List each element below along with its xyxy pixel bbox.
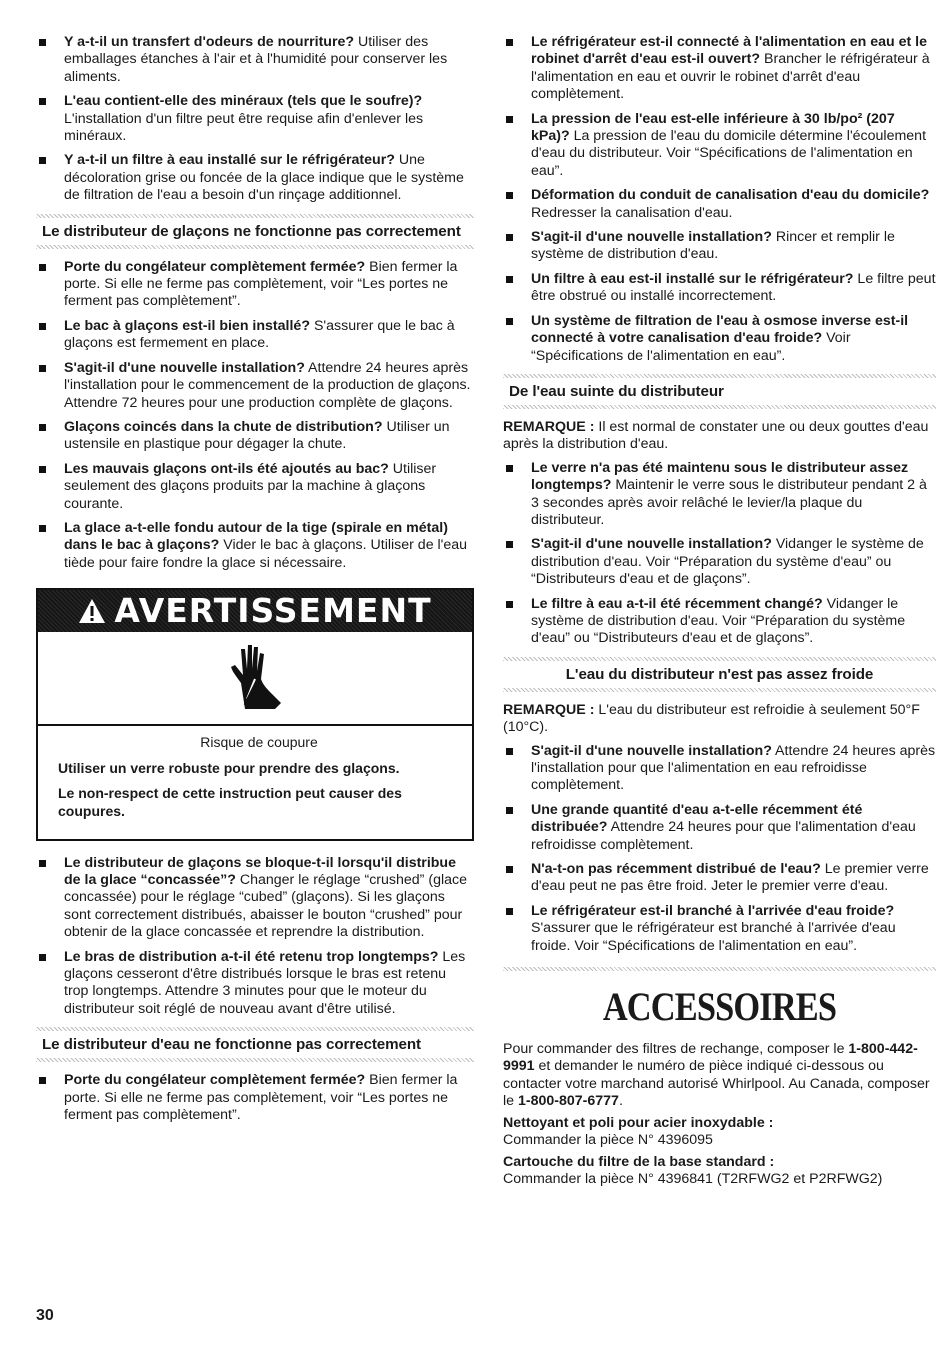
bullet-answer: Utiliser un ustensile en plastique pour dégager la chute. (64, 418, 450, 453)
list-item (503, 111, 936, 181)
accessory-label: Nettoyant et poli pour acier inoxydable : (503, 1114, 774, 1131)
bullet-question: La pression de l'eau est-elle inférieure à 30 lb/po² (207 kPa)? (531, 110, 895, 145)
list-item (36, 259, 474, 311)
bullet-answer: Utiliser des emballages étanches à l'air et à l'humidité pour conserver les aliments. (64, 34, 448, 85)
list-item (36, 34, 474, 86)
list-item (503, 861, 936, 896)
section-title: Le distributeur de glaçons ne fonctionne pas correctement (42, 222, 461, 240)
section-heading-not-cold (503, 657, 936, 692)
bullet-square-icon (39, 39, 46, 46)
bullet-answer: Le filtre peut être obstrué ou installé incorrectement. (531, 270, 936, 305)
remark-not-cold (503, 702, 936, 737)
intro-text: Pour commander des filtres de rechange, composer le (503, 1041, 849, 1058)
warning-consequence: Le non-respect de cette instruction peut causer des coupures. (58, 785, 402, 819)
bullet-answer: Utiliser seulement des glaçons produits par la machine à glaçons courante. (64, 460, 437, 512)
divider (36, 1058, 474, 1062)
bullet-question: Déformation du conduit de canalisation d'eau du domicile? (531, 187, 930, 204)
bullet-square-icon (39, 860, 46, 867)
bullet-square-icon (506, 39, 513, 46)
warning-header-text: AVERTISSEMENT (114, 591, 432, 631)
bullet-square-icon (506, 318, 513, 325)
list-item (36, 949, 474, 1019)
bullet-question: Le filtre à eau a-t-il été récemment changé? (531, 595, 823, 612)
bullet-question: Le verre n'a pas été maintenu sous le distributeur assez longtemps? (531, 459, 909, 494)
bullet-answer: Attendre 24 heures pour que l'alimentation d'eau refroidisse complètement. (531, 819, 916, 853)
right-column (503, 34, 936, 1192)
bullet-answer: Bien fermer la porte. Si elle ne ferme pas complètement, voir “Les portes ne ferment pas complètement”. (64, 1072, 458, 1123)
bullet-square-icon (39, 323, 46, 330)
remark-leaking (503, 419, 936, 454)
bullet-square-icon (506, 908, 513, 915)
bullet-square-icon (39, 466, 46, 473)
warning-subtitle: Risque de coupure (200, 734, 318, 751)
bullet-answer: L'installation d'un filtre peut être requise afin d'enlever les minéraux. (64, 110, 424, 145)
bullet-square-icon (39, 157, 46, 164)
list-item (503, 596, 936, 648)
accessory-part-number: Commander la pièce N° 4396841 (T2RFWG2 et P2RFWG2) (503, 1170, 883, 1187)
bullet-question: L'eau contient-elle des minéraux (tels que le soufre)? (64, 93, 423, 110)
section-heading-water-dispenser (36, 1027, 474, 1062)
bullet-square-icon (506, 234, 513, 241)
bullet-answer: Vidanger le système de distribution d'eau. Voir “Préparation du système d'eau” ou “Distributeurs d'eau et de glaçons”. (531, 536, 924, 588)
phone-number: 1-800-807-6777 (517, 1093, 619, 1110)
warning-body (38, 726, 472, 838)
bullet-answer: Rincer et remplir le système de distribution d'eau. (531, 229, 895, 263)
list-item (36, 1072, 474, 1124)
bullet-square-icon (39, 954, 46, 961)
list-item (503, 34, 936, 104)
remark-label: REMARQUE : (503, 701, 595, 718)
bullet-answer: S'assurer que le bac à glaçons est fermement en place. (64, 317, 455, 352)
bullet-question: Le distributeur de glaçons se bloque-t-il lorsqu'il distribue de la glace “concassée”? (64, 854, 456, 888)
list-item (36, 318, 474, 353)
bullet-answer: Attendre 24 heures après l'installation pour que l'alimentation en eau refroidisse complètement. (531, 742, 936, 794)
bullet-question: Une grande quantité d'eau a-t-elle récemment été distribuée? (531, 801, 863, 836)
list-item (36, 855, 474, 942)
list-item (36, 360, 474, 412)
bullet-answer: Maintenir le verre sous le distributeur pendant 2 à 3 secondes après avoir relâché le levier/la plaque du distributeur. (531, 477, 927, 528)
list-item (36, 93, 474, 145)
list-item (503, 460, 936, 530)
bullet-list-not-cold (503, 743, 936, 955)
bullet-answer: Voir “Spécifications de l'alimentation en eau”. (531, 330, 851, 364)
bullet-question: Le bac à glaçons est-il bien installé? (64, 317, 310, 334)
bullet-question: S'agit-il d'une nouvelle installation? (531, 742, 772, 759)
list-item (503, 743, 936, 795)
bullet-answer: Le premier verre d'eau peut ne pas être froid. Jeter le premier verre d'eau. (531, 861, 929, 895)
bullet-question: Les mauvais glaçons ont-ils été ajoutés au bac? (64, 460, 389, 477)
section-heading-ice-dispenser (36, 214, 474, 249)
bullet-question: N'a-t-on pas récemment distribué de l'eau? (531, 861, 821, 878)
bullet-list-top-left (36, 34, 474, 205)
remark-text: L'eau du distributeur est refroidie à seulement 50°F (10°C). (503, 701, 920, 736)
list-item (36, 152, 474, 204)
bullet-list-leaking (503, 460, 936, 648)
bullet-question: Porte du congélateur complètement fermée? (64, 1072, 366, 1089)
bullet-question: Y a-t-il un filtre à eau installé sur le réfrigérateur? (64, 152, 395, 169)
list-item (503, 536, 936, 588)
bullet-question: Le réfrigérateur est-il connecté à l'alimentation en eau et le robinet d'arrêt d'eau est-il ouvert? (531, 34, 928, 68)
bullet-square-icon (39, 525, 46, 532)
warning-header (38, 590, 472, 632)
section-title: Le distributeur d'eau ne fonctionne pas correctement (42, 1036, 422, 1054)
bullet-question: La glace a-t-elle fondu autour de la tige (spirale en métal) dans le bac à glaçons? (64, 519, 448, 554)
accessories-intro (503, 1041, 936, 1111)
bullet-question: Un système de filtration de l'eau à osmose inverse est-il connecté à votre canalisation d'eau froide? (531, 312, 909, 347)
section-title: De l'eau suinte du distributeur (509, 382, 724, 400)
bullet-answer: Brancher le réfrigérateur à l'alimentation en eau et ouvrir le robinet d'arrêt d'eau complètement. (531, 51, 930, 103)
bullet-answer: S'assurer que le réfrigérateur est branché à l'arrivée d'eau froide. Voir “Spécifications de l'alimentation en eau”. (531, 920, 896, 954)
bullet-answer: Une décoloration grise ou foncée de la glace indique que le système de filtration de l'eau a besoin d'un rinçage additionnel. (64, 152, 464, 204)
bullet-question: Y a-t-il un transfert d'odeurs de nourriture? (64, 34, 355, 50)
accessory-label: Cartouche du filtre de la base standard : (503, 1153, 775, 1170)
bullet-square-icon (506, 601, 513, 608)
bullet-square-icon (506, 192, 513, 199)
divider (503, 405, 936, 409)
remark-label: REMARQUE : (503, 418, 595, 435)
bullet-question: Glaçons coincés dans la chute de distribution? (64, 418, 383, 435)
bullet-square-icon (39, 1077, 46, 1084)
list-item (503, 271, 936, 306)
bullet-answer: Redresser la canalisation d'eau. (531, 204, 733, 221)
accessory-part-number: Commander la pièce N° 4396095 (503, 1132, 713, 1149)
intro-text: . (618, 1093, 623, 1110)
list-item (503, 903, 936, 955)
bullet-question: S'agit-il d'une nouvelle installation? (64, 359, 305, 376)
bullet-answer: Changer le réglage “crushed” (glace concassée) pour le réglage “cubed” (glaçons). Si les glaçons sont correctement distribués, abaisser le bouton “crushed” pour obtenir de la glace concassée et reprendre la distribution. (64, 871, 467, 941)
bullet-square-icon (39, 264, 46, 271)
bullet-question: Le réfrigérateur est-il branché à l'arrivée d'eau froide? (531, 902, 895, 919)
warning-box (36, 588, 474, 840)
bullet-square-icon (39, 98, 46, 105)
bullet-question: Porte du congélateur complètement fermée? (64, 258, 366, 275)
bullet-answer: Attendre 24 heures après l'installation pour le commencement de la production de glaçons. Attendre 72 heures pour une production complète de glaçons. (64, 359, 471, 411)
divider (503, 688, 936, 692)
list-item (36, 419, 474, 454)
bullet-square-icon (39, 365, 46, 372)
list-item (36, 520, 474, 572)
list-item (503, 802, 936, 854)
intro-text: et demander le numéro de pièce indiqué ci-dessous ou contacter votre marchand autorisé Whirlpool. Au Canada, composer le (503, 1058, 930, 1110)
warning-triangle-icon (78, 598, 106, 624)
bullet-question: Le bras de distribution a-t-il été retenu trop longtemps? (64, 948, 439, 965)
list-item (36, 461, 474, 513)
divider (36, 245, 474, 249)
bullet-answer: Vider le bac à glaçons. Utiliser de l'eau tiède pour faire fondre la glace si nécessaire. (64, 537, 468, 571)
bullet-answer: La pression de l'eau du domicile détermine l'écoulement d'eau du distributeur. Voir “Spécifications de l'alimentation en eau”. (531, 128, 927, 179)
bullet-answer: Vidanger le système de distribution d'eau. Voir “Préparation du système d'eau” ou “Distributeurs d'eau et de glaçons”. (531, 595, 906, 647)
accessories-title: ACCESSOIRES (602, 984, 837, 1030)
bullet-answer: Bien fermer la porte. Si elle ne ferme pas complètement, voir “Les portes ne ferment pas complètement”. (64, 258, 458, 310)
phone-number: 1-800-442-9991 (503, 1041, 918, 1075)
bullet-square-icon (39, 424, 46, 431)
page-number: 30 (36, 1307, 54, 1324)
left-column (36, 34, 474, 1131)
remark-text: Il est normal de constater une ou deux gouttes d'eau après la distribution d'eau. (503, 418, 929, 453)
section-heading-leaking (503, 374, 936, 409)
bullet-square-icon (506, 748, 513, 755)
bullet-question: Un filtre à eau est-il installé sur le réfrigérateur? (531, 270, 854, 287)
cut-hazard-area (38, 632, 472, 726)
list-item (503, 229, 936, 264)
list-item (503, 187, 936, 222)
bullet-list-water-dispenser (36, 1072, 474, 1124)
bullet-square-icon (506, 465, 513, 472)
bullet-square-icon (506, 866, 513, 873)
bullet-list-ice-dispenser (36, 259, 474, 573)
warning-instruction: Utiliser un verre robuste pour prendre des glaçons. (58, 759, 400, 776)
bullet-square-icon (506, 807, 513, 814)
bullet-square-icon (506, 541, 513, 548)
section-title: L'eau du distributeur n'est pas assez froide (565, 665, 874, 683)
cut-hand-icon (225, 639, 285, 716)
bullet-question: S'agit-il d'une nouvelle installation? (531, 229, 772, 246)
list-item (503, 313, 936, 365)
bullet-list-top-right (503, 34, 936, 365)
bullet-square-icon (506, 276, 513, 283)
bullet-square-icon (506, 116, 513, 123)
bullet-answer: Les glaçons cesseront d'être distribués lorsque le bras est retenu trop longtemps. Attendre 3 minutes pour que le moteur du distributeur soit réglé de nouveau avant d'être utilisé. (64, 948, 466, 1017)
bullet-question: S'agit-il d'une nouvelle installation? (531, 536, 772, 553)
divider (503, 967, 936, 971)
bullet-list-after-warning (36, 855, 474, 1019)
